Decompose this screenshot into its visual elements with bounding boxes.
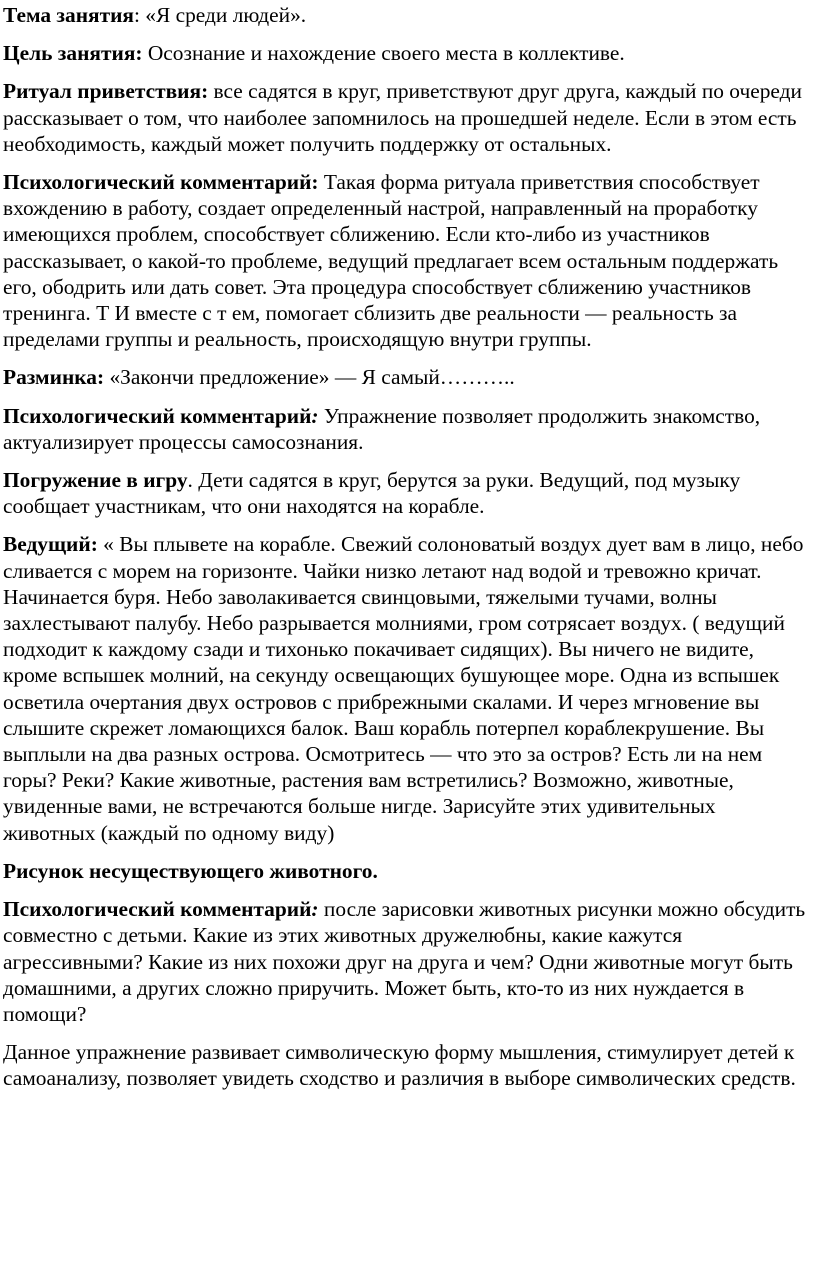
ritual-label: Ритуал приветствия: bbox=[3, 79, 209, 104]
comment3-paragraph bbox=[3, 896, 811, 1027]
drawing-label: Рисунок несуществующего животного. bbox=[3, 858, 378, 883]
topic-paragraph bbox=[3, 2, 811, 28]
comment2-text: Упражнение позволяет продолжить знакомство, актуализирует процессы самосознания. bbox=[3, 403, 761, 454]
leader-label: Ведущий: bbox=[3, 532, 98, 557]
comment2-label: Психологический комментарий bbox=[3, 403, 312, 428]
drawing-paragraph bbox=[3, 858, 811, 884]
ritual-text: все садятся в круг, приветствуют друг друга, каждый по очереди рассказывает о том, что наиболее запомнилось на прошедшей неделе. Если в этом есть необходимость, каждый может получить поддержку от остальных. bbox=[3, 79, 802, 156]
ritual-paragraph bbox=[3, 78, 811, 157]
topic-label: Тема занятия bbox=[3, 3, 135, 27]
immersion-label: Погружение в игру bbox=[3, 468, 188, 493]
topic-text: : «Я среди людей». bbox=[134, 3, 307, 27]
immersion-text: . Дети садятся в круг, берутся за руки. Ведущий, под музыку сообщает участникам, что они находятся на корабле. bbox=[3, 468, 741, 519]
comment2-paragraph bbox=[3, 403, 811, 455]
goal-text: Осознание и нахождение своего места в коллективе. bbox=[142, 41, 625, 66]
warmup-paragraph bbox=[3, 364, 811, 390]
document-page bbox=[3, 0, 811, 1092]
leader-text: « Вы плывете на корабле. Свежий солоноватый воздух дует вам в лицо, небо сливается с морем на горизонте. Чайки низко летают над водой и тревожно кричат. Начинается буря. Небо заволакивается свинцовыми, тяжелыми тучами, волны захлестывают палубу. Небо разрывается молниями, гром сотрясает воздух. ( ведущий подходит к каждому сзади и тихонько покачивает сидящих). Вы ничего не видите, кроме вспышек молний, на секунду освещающих бушующее море. Одна из вспышек осветила очертания двух островов с прибрежными скалами. И через мгновение вы слышите скрежет ломающихся балок. Ваш корабль потерпел кораблекрушение. Вы выплыли на два разных острова. Осмотритесь — что это за остров? Есть ли на нем горы? Реки? Какие животные, растения вам встретились? Возможно, животные, увиденные вами, не встречаются больше нигде. Зарисуйте этих удивительных животных (каждый по одному виду) bbox=[3, 532, 804, 845]
warmup-text: «Закончи предложение» — Я самый……….. bbox=[104, 365, 515, 390]
warmup-label: Разминка: bbox=[3, 365, 105, 390]
conclusion-paragraph bbox=[3, 1039, 811, 1091]
immersion-paragraph bbox=[3, 467, 811, 519]
comment3-label-colon: : bbox=[311, 897, 319, 922]
goal-label: Цель занятия: bbox=[3, 41, 143, 66]
comment2-label-colon: : bbox=[311, 403, 319, 428]
comment3-text: после зарисовки животных рисунки можно обсудить совместно с детьми. Какие из этих животных дружелюбны, какие кажутся агрессивными? Какие из них похожи друг на друга и чем? Одни животные могут быть домашними, а других сложно приручить. Может быть, кто-то из них нуждается в помощи? bbox=[3, 897, 806, 1026]
leader-paragraph bbox=[3, 531, 811, 845]
comment1-text: Такая форма ритуала приветствия способствует вхождению в работу, создает определенный настрой, направленный на проработку имеющихся проблем, способствует сближению. Если кто-либо из участников рассказывает, о какой-то проблеме, ведущий предлагает всем остальным поддержать его, ободрить или дать совет. Эта процедура способствует сближению участников тренинга. Т И вместе с т ем, помогает сблизить две реальности — реальность за пределами группы и реальность, происходящую внутри группы. bbox=[3, 170, 779, 352]
conclusion-text: Данное упражнение развивает символическую форму мышления, стимулирует детей к самоанализу, позволяет увидеть сходство и различия в выборе символических средств. bbox=[3, 1040, 796, 1091]
comment1-paragraph bbox=[3, 169, 811, 352]
comment3-label: Психологический комментарий bbox=[3, 897, 312, 922]
comment1-label: Психологический комментарий: bbox=[3, 170, 319, 195]
goal-paragraph bbox=[3, 40, 811, 66]
